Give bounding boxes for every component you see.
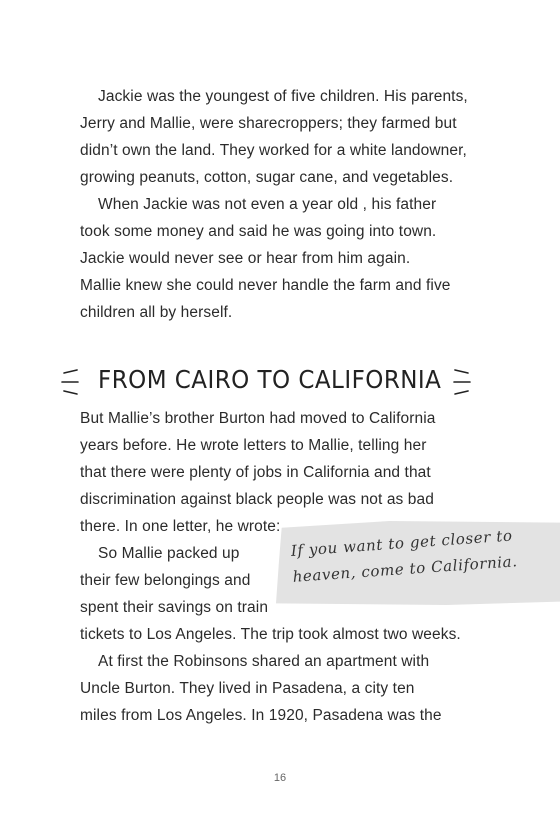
text-line: Uncle Burton. They lived in Pasadena, a city ten xyxy=(80,680,415,697)
text-line: discrimination against black people was not as bad xyxy=(80,491,434,508)
text-line: At first the Robinsons shared an apartment with xyxy=(98,653,430,670)
text-line: years before. He wrote letters to Mallie, telling her xyxy=(80,437,427,454)
paragraph-3 xyxy=(80,405,480,540)
text-line: spent their savings on train xyxy=(80,599,269,616)
text-line: their few belongings and xyxy=(80,572,251,589)
text-line: miles from Los Angeles. In 1920, Pasadena was the xyxy=(80,707,442,724)
text-line: didn’t own the land. They worked for a white landowner, xyxy=(80,142,467,159)
text-line: When Jackie was not even a year old , his father xyxy=(98,196,437,213)
text-line: But Mallie’s brother Burton had moved to California xyxy=(80,410,436,427)
text-line: Jackie was the youngest of five children. His parents, xyxy=(98,88,468,105)
paragraph-2 xyxy=(80,191,480,326)
section-heading xyxy=(58,363,478,403)
text-line: took some money and said he was going into town. xyxy=(80,223,437,240)
text-line: growing peanuts, cotton, sugar cane, and vegetables. xyxy=(80,169,454,186)
text-line: that there were plenty of jobs in California and that xyxy=(80,464,431,481)
text-line: Jerry and Mallie, were sharecroppers; they farmed but xyxy=(80,115,457,132)
quote-line: heaven, come to California. xyxy=(292,552,519,586)
dash-lines-icon xyxy=(450,367,472,397)
quote-line: If you want to get closer to xyxy=(290,526,514,560)
dash-lines-icon xyxy=(60,367,82,397)
paragraph-1 xyxy=(80,83,480,191)
paragraph-5 xyxy=(80,648,480,729)
text-line: So Mallie packed up xyxy=(98,545,240,562)
text-line: Mallie knew she could never handle the farm and five xyxy=(80,277,451,294)
text-line: tickets to Los Angeles. The trip took almost two weeks. xyxy=(80,626,461,643)
paragraph-4 xyxy=(80,540,480,648)
section-title: FROM CAIRO TO CALIFORNIA xyxy=(98,365,442,394)
text-line: Jackie would never see or hear from him again. xyxy=(80,250,411,267)
text-line: there. In one letter, he wrote: xyxy=(80,518,281,535)
page-number: 16 xyxy=(273,772,287,784)
text-line: children all by herself. xyxy=(80,304,233,321)
